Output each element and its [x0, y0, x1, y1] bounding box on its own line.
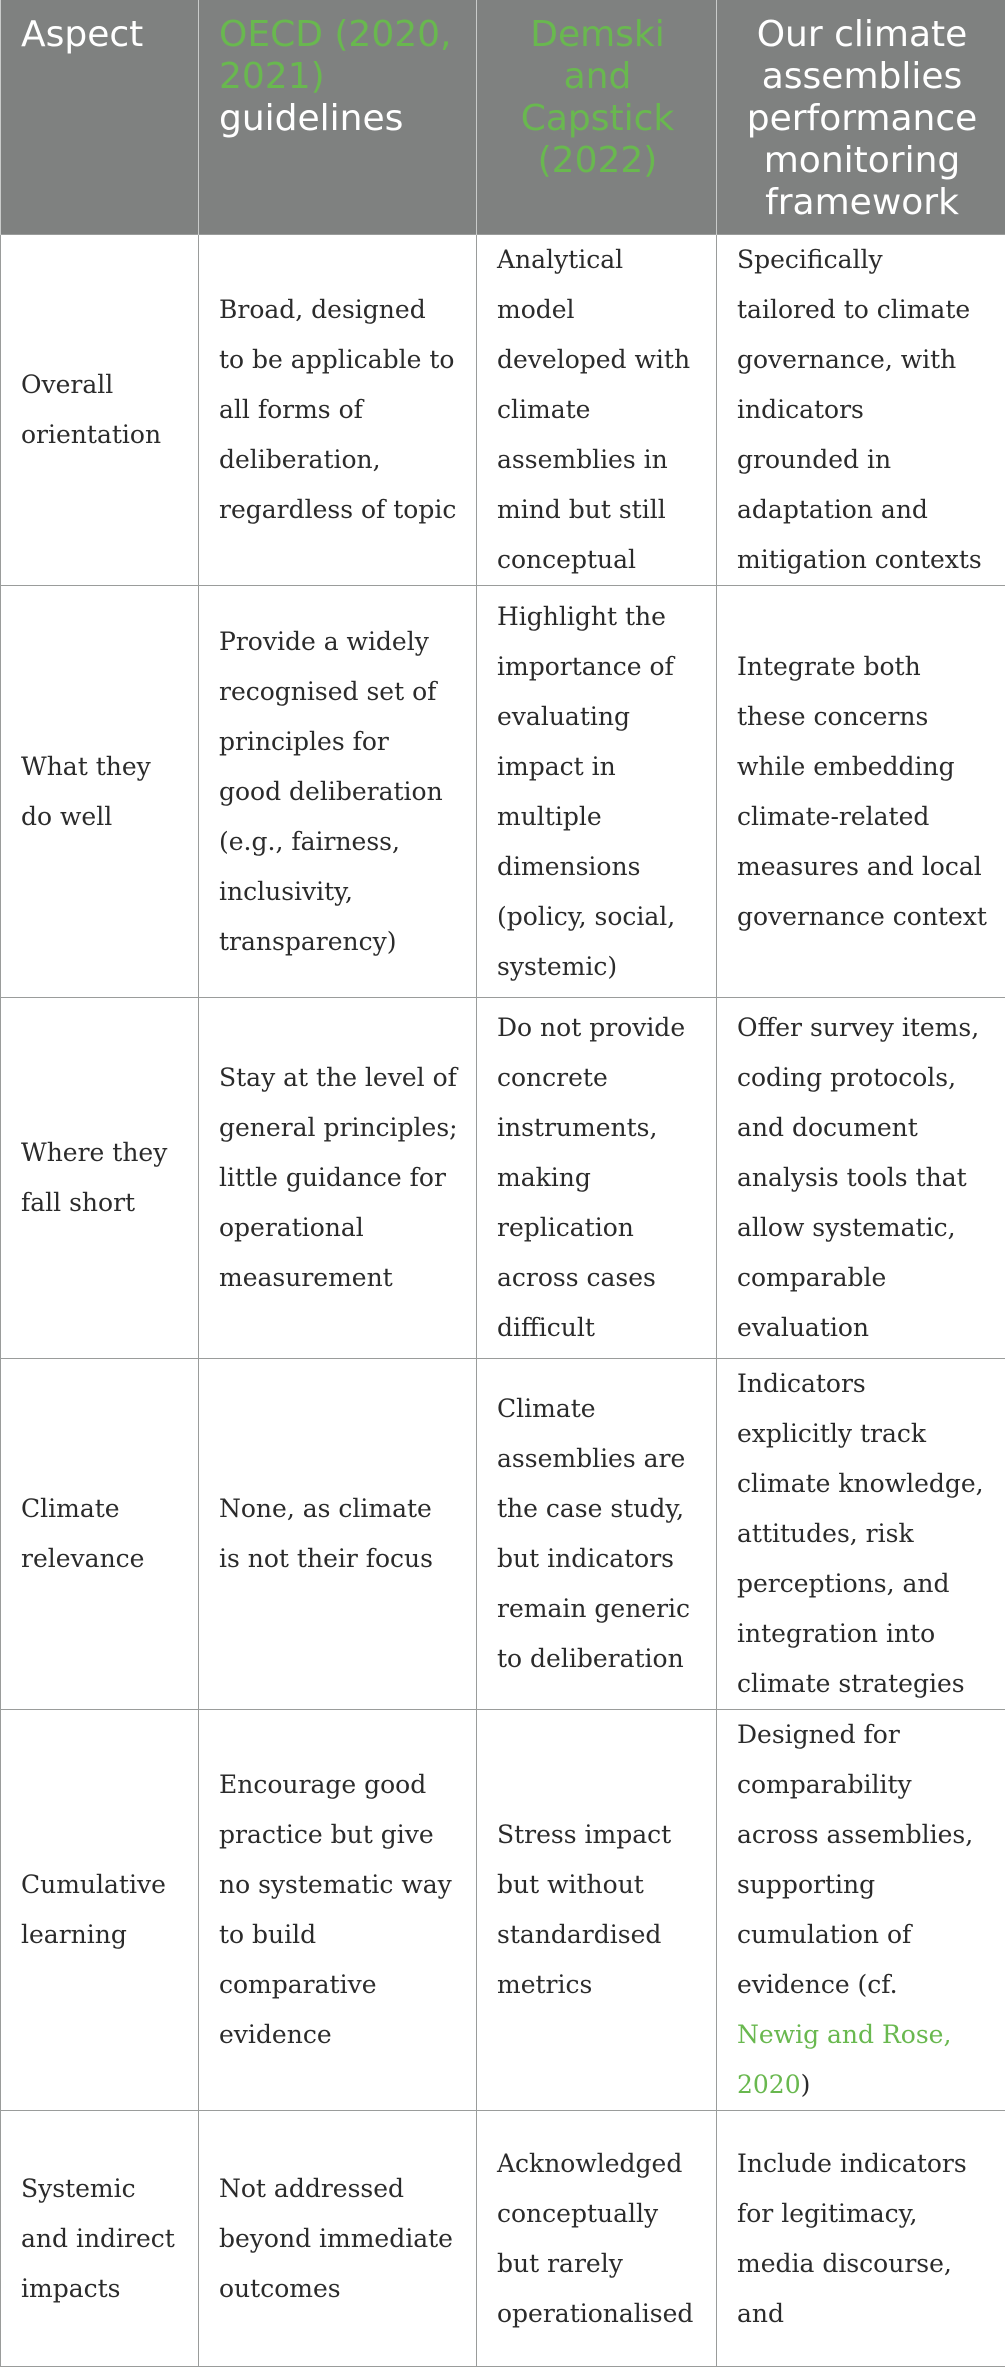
table-row [1, 2111, 1005, 2367]
table-row [1, 586, 1005, 998]
header-aspect [1, 0, 199, 235]
cell-aspect: Climate relevance [1, 1359, 199, 1710]
table-body [1, 235, 1005, 2367]
framework-text: Designed for comparability across assemblies, supporting cumulation of evidence (cf. [737, 1720, 973, 1999]
cell-oecd: Broad, designed to be applicable to all forms of deliberation, regardless of topic [199, 235, 477, 586]
cell-framework: Specifically tailored to climate governance, with indicators grounded in adaptation and mitigation contexts [717, 235, 1005, 586]
framework-text-end: ) [801, 2070, 811, 2099]
header-oecd-label: guidelines [219, 98, 403, 139]
oecd-citation-link[interactable]: OECD (2020, [219, 14, 452, 55]
cell-framework: Indicators explicitly track climate knowledge, attitudes, risk perceptions, and integration into climate strategies [717, 1359, 1005, 1710]
header-demski [477, 0, 717, 235]
header-framework-label: Our climate assemblies performance monitoring framework [747, 14, 978, 223]
demski-citation-link-4[interactable]: (2022) [538, 140, 658, 181]
cell-aspect: Systemic and indirect impacts [1, 2111, 199, 2367]
cell-oecd: Provide a widely recognised set of principles for good deliberation (e.g., fairness, inclusivity, transparency) [199, 586, 477, 998]
header-oecd [199, 0, 477, 235]
oecd-citation-link-2[interactable]: 2021) [219, 56, 325, 97]
cell-oecd: Encourage good practice but give no systematic way to build comparative evidence [199, 1710, 477, 2111]
cell-demski: Climate assemblies are the case study, but indicators remain generic to deliberation [477, 1359, 717, 1710]
cell-framework: Offer survey items, coding protocols, and document analysis tools that allow systematic, comparable evaluation [717, 998, 1005, 1359]
cell-aspect: What they do well [1, 586, 199, 998]
cell-demski: Analytical model developed with climate assemblies in mind but still conceptual [477, 235, 717, 586]
cell-framework: Integrate both these concerns while embedding climate-related measures and local governance context [717, 586, 1005, 998]
header-row [1, 0, 1005, 235]
demski-citation-link-2[interactable]: and [564, 56, 632, 97]
cell-demski: Acknowledged conceptually but rarely operationalised [477, 2111, 717, 2367]
table-row [1, 998, 1005, 1359]
cell-framework [717, 1710, 1005, 2111]
cell-aspect: Where they fall short [1, 998, 199, 1359]
cell-demski: Stress impact but without standardised metrics [477, 1710, 717, 2111]
table-row [1, 235, 1005, 586]
cell-framework: Include indicators for legitimacy, media discourse, and [717, 2111, 1005, 2367]
table-header [1, 0, 1005, 235]
cell-aspect: Overall orientation [1, 235, 199, 586]
cell-oecd: Not addressed beyond immediate outcomes [199, 2111, 477, 2367]
cell-oecd: None, as climate is not their focus [199, 1359, 477, 1710]
cell-demski: Highlight the importance of evaluating impact in multiple dimensions (policy, social, systemic) [477, 586, 717, 998]
newig-rose-citation-link[interactable]: Newig and Rose, 2020 [737, 2020, 951, 2099]
cell-demski: Do not provide concrete instruments, making replication across cases difficult [477, 998, 717, 1359]
table-row [1, 1359, 1005, 1710]
table-row [1, 1710, 1005, 2111]
demski-citation-link-1[interactable]: Demski [530, 14, 665, 55]
header-framework [717, 0, 1005, 235]
cell-oecd: Stay at the level of general principles; little guidance for operational measurement [199, 998, 477, 1359]
header-aspect-label: Aspect [21, 14, 143, 55]
demski-citation-link-3[interactable]: Capstick [521, 98, 675, 139]
cell-aspect: Cumulative learning [1, 1710, 199, 2111]
